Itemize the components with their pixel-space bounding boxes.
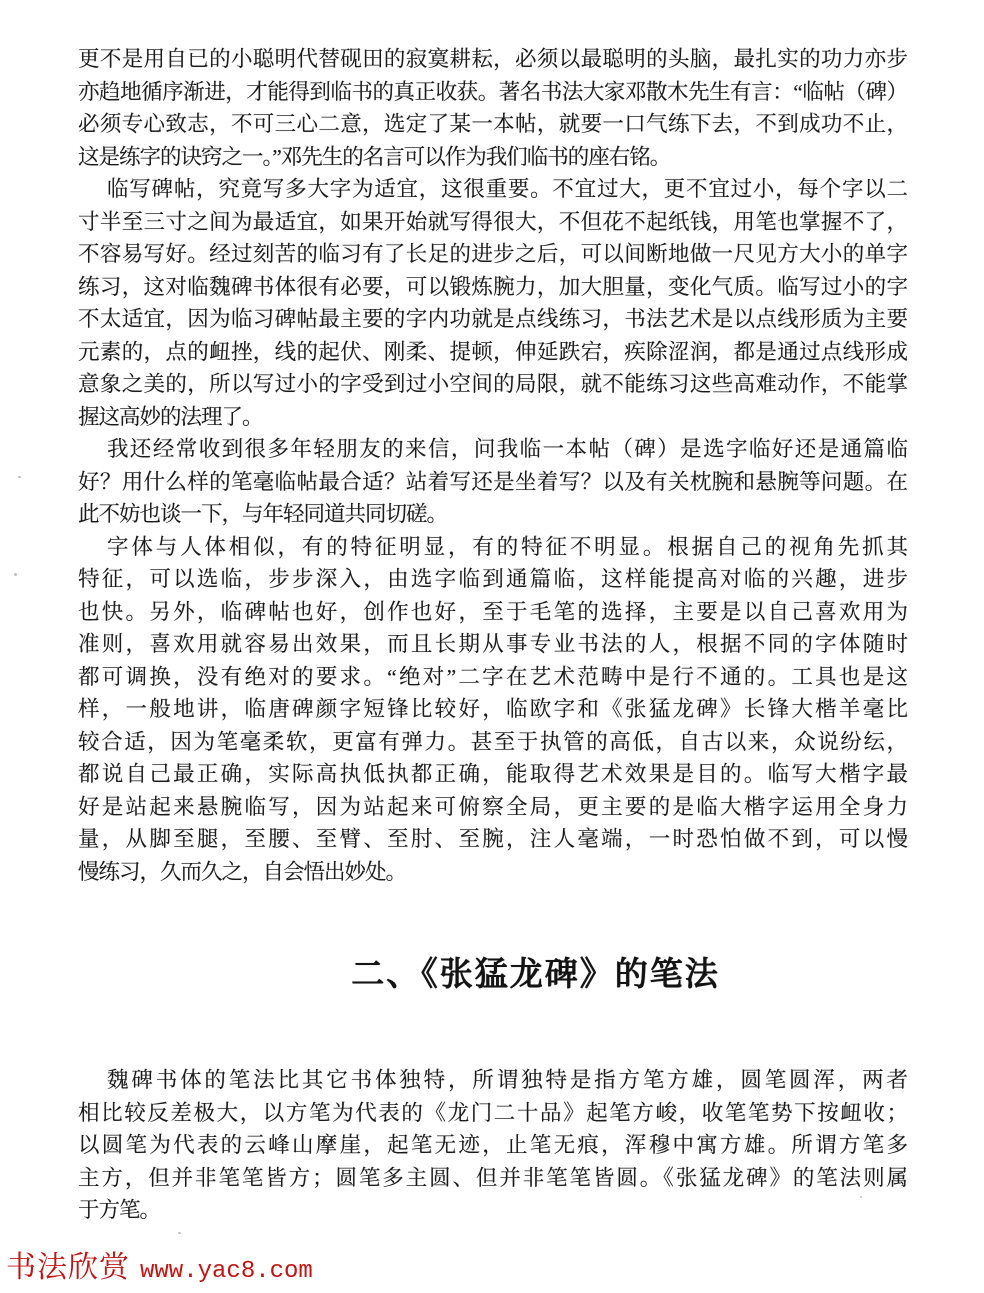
scan-speck [860,1196,862,1198]
scan-speck [14,573,17,576]
text-line: 于方笔。 [78,1198,161,1222]
text-line: 更不是用自已的小聪明代替砚田的寂寞耕耘，必须以最聪明的头脑，最扎实的功力亦步 [78,47,907,71]
text-line: 较合适，因为笔毫柔软，更富有弹力。甚至于执管的高低，自古以来，众说纷纭， [78,729,907,754]
text-line: 好是站起来悬腕临写，因为站起来可俯察全局，更主要的是临大楷字运用全身力 [78,794,907,819]
text-line: 此不妨也谈一下，与年轻同道共同切磋。 [78,502,448,526]
body-text-after-heading [78,1064,907,1227]
paragraph [78,173,907,433]
text-line: 临写碑帖，究竟写多大字为适宜，这很重要。不宜过大，更不宜过小，每个字以二 [107,177,907,201]
text-line: 练习，这对临魏碑书体很有必要，可以锻炼腕力，加大胆量，变化气质。临写过小的字 [78,274,907,299]
text-line: 也快。另外，临碑帖也好，创作也好，至于毛笔的选择，主要是以自己喜欢用为 [78,599,907,624]
text-line: 不太适宜，因为临习碑帖最主要的字内功就是点线练习，书法艺术是以点线形质为主要 [78,307,907,331]
text-line: 以圆笔为代表的云峰山摩崖，起笔无迹，止笔无痕，浑穆中寓方雄。所谓方笔多 [78,1133,907,1157]
text-line: 不容易写好。经过刻苦的临习有了长足的进步之后，可以间断地做一尺见方大小的单字 [78,242,907,266]
text-line: 都可调换，没有绝对的要求。“绝对”二字在艺术范畴中是行不通的。工具也是这 [78,664,907,689]
text-line: 这是练字的诀窍之一。”邓先生的名言可以作为我们临书的座右铭。 [78,144,671,169]
text-line: 样，一般地讲，临唐碑颜字短锋比较好，临欧字和《张猛龙碑》长锋大楷羊毫比 [78,697,907,721]
text-line: 握这高妙的法理了。 [78,404,263,429]
text-line: 特征，可以选临，步步深入，由选字临到通篇临，这样能提高对临的兴趣，进步 [78,567,907,591]
watermark-site-name: 书法欣赏 [6,1251,130,1284]
text-line: 慢练习，久而久之，自会悟出妙处。 [78,859,407,884]
text-line: 相比较反差极大，以方笔为代表的《龙门二十品》起笔方峻，收笔笔势下按衄收； [78,1100,907,1125]
paragraph [78,531,907,889]
watermark [6,1242,313,1286]
section-heading: 二、《张猛龙碑》的笔法 [351,957,720,993]
text-line: 必须专心致志，不可三心二意，选定了某一本帖，就要一口气练下去，不到成功不止， [78,112,907,136]
text-column [78,43,907,1227]
text-line: 准则，喜欢用就容易出效果，而且长期从事专业书法的人，根据不同的字体随时 [78,632,907,656]
text-line: 都说自己最正确，实际高执低执都正确，能取得艺术效果是目的。临写大楷字最 [78,762,907,786]
body-text-before-heading [78,43,907,888]
text-line: 量，从脚至腿，至腰、至臂、至肘、至腕，注人毫端，一时恐怕做不到，可以慢 [78,827,907,851]
text-line: 寸半至三寸之间为最适宜，如果开始就写得很大，不但花不起纸钱，用笔也掌握不了， [78,209,907,234]
text-line: 元素的，点的衄挫，线的起伏、刚柔、提顿，伸延跌宕，疾除涩润，都是通过点线形成 [78,339,907,364]
text-line: 魏碑书体的笔法比其它书体独特，所谓独特是指方笔方雄，圆笔圆浑，两者 [107,1068,907,1092]
text-line: 亦趋地循序渐进，才能得到临书的真正收获。著名书法大家邓散木先生有言：“临帖（碑） [78,79,907,104]
text-line: 字体与人体相似，有的特征明显，有的特征不明显。根据自己的视角先抓其 [107,534,907,559]
text-line: 我还经常收到很多年轻朋友的来信，问我临一本帖（碑）是选字临好还是通篇临 [107,437,907,461]
paragraph [78,1064,907,1227]
paragraph [78,433,907,531]
scan-speck [178,1232,181,1234]
text-line: 好？用什么样的笔毫临帖最合适？站着写还是坐着写？以及有关枕腕和悬腕等问题。在 [78,469,907,494]
paragraph [78,43,907,173]
text-line: 意象之美的，所以写过小的字受到过小空间的局限，就不能练习这些高难动作，不能掌 [78,372,907,396]
text-line: 主方，但并非笔笔皆方；圆笔多主圆、但并非笔笔皆圆。《张猛龙碑》的笔法则属 [78,1165,907,1190]
watermark-url[interactable]: www.yac8.com [140,1258,313,1285]
scan-speck [18,476,21,478]
